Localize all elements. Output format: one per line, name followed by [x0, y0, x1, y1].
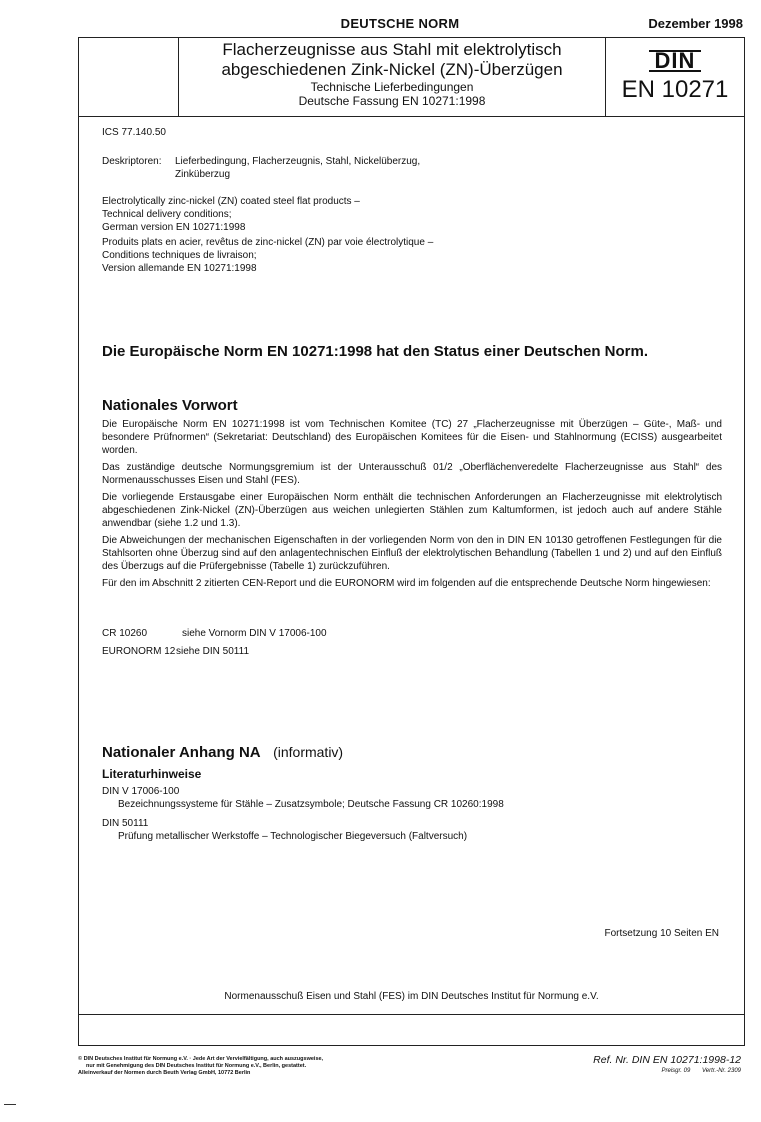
french-title-line-1: Produits plats en acier, revêtus de zinc-nickel (ZN) par voie électrolytique – [102, 237, 434, 248]
standard-number: EN 10271 [621, 76, 729, 103]
reference-number-block [593, 1054, 741, 1074]
reference-code: EURONORM 12 [102, 646, 176, 657]
committee-line: Normenausschuß Eisen und Stahl (FES) im DIN Deutsches Institut für Normung e.V. [224, 991, 599, 1002]
ics-code: ICS 77.140.50 [102, 127, 166, 138]
literature-heading: Literaturhinweise [102, 767, 202, 781]
english-title-line-1: Electrolytically zinc-nickel (ZN) coated steel flat products – [102, 196, 360, 207]
reference-list [102, 627, 327, 658]
reference-text: siehe DIN 50111 [176, 646, 250, 657]
annex-heading: Nationaler Anhang NA [102, 744, 261, 761]
foreword-paragraph-5: Für den im Abschnitt 2 zitierten CEN-Report und die EURONORM wird im folgenden auf die entsprechende Deutsche Norm hingewiesen: [102, 578, 711, 589]
annex-heading-row [102, 744, 343, 762]
french-title-line-2: Conditions techniques de livraison; [102, 250, 257, 261]
reference-item [102, 627, 327, 645]
publication-date: Dezember 1998 [648, 16, 743, 31]
foreword-paragraph-1: Die Europäische Norm EN 10271:1998 ist vom Technischen Komitee (TC) 27 „Flacherzeugnisse mit Überzügen – Güte-, Maß- und besondere Prüfnormen“ (Sekretariat: Deutschland) des Europäischen Komitees für die Eisen- und Stahlnormung (ECISS) ausgearbeitet worden. [102, 419, 722, 456]
descriptors-line-1: Lieferbedingung, Flacherzeugnis, Stahl, Nickelüberzug, [175, 156, 421, 167]
french-title [102, 236, 433, 275]
foreword-paragraph-3: Die vorliegende Erstausgabe einer Europäischen Norm enthält die technischen Anforderungen an Flacherzeugnisse mit elektrolytisch abgeschiedenen Zink-Nickel (ZN)-Überzügen aus weichen unlegierten Stählen zum Kaltumformen, ist jedoch auch auf andere Stähle anwendbar (siehe 1.2 und 1.3). [102, 492, 722, 529]
price-group: Preisgr. 09 [661, 1068, 691, 1074]
foreword-paragraph-4: Die Abweichungen der mechanischen Eigenschaften in der vorliegenden Norm von den in DIN EN 10130 getroffenen Festlegungen für die Stahlsorten ohne Überzug sind auf den anlagentechnischen Einfluß der elektrolytischen Behandlung (Tabellen 1 und 2) und auf den Einfluß des Überzugs auf die Prüfergebnisse (Tabelle 1) zurückzuführen. [102, 535, 722, 572]
foreword-paragraph-2: Das zuständige deutsche Normungsgremium ist der Unterausschuß 01/2 „Oberflächenveredelte Flacherzeugnisse aus Stahl“ des Normenausschusses Eisen und Stahl (FES). [102, 462, 722, 486]
document-title [182, 40, 602, 108]
reference-item [102, 645, 327, 658]
literature-title: Bezeichnungssysteme für Stähle – Zusatzsymbole; Deutsche Fassung CR 10260:1998 [118, 799, 504, 810]
bottom-rule [78, 1014, 745, 1015]
cut-mark [4, 1104, 16, 1105]
french-title-line-3: Version allemande EN 10271:1998 [102, 263, 257, 274]
literature-list [102, 785, 504, 843]
copyright-line-1: © DIN Deutsches Institut für Normung e.V. · Jede Art der Vervielfältigung, auch auszugsweise, [78, 1056, 324, 1062]
title-line-1: Flacherzeugnisse aus Stahl mit elektrolytisch [222, 40, 562, 59]
distribution-number: Vertr.-Nr. 2309 [701, 1068, 741, 1074]
annex-note: (informativ) [273, 744, 344, 760]
title-line-2: abgeschiedenen Zink-Nickel (ZN)-Überzügen [221, 60, 563, 79]
english-title-line-3: German version EN 10271:1998 [102, 222, 246, 233]
continuation-note: Fortsetzung 10 Seiten EN [604, 928, 719, 939]
copyright-line-3: Alleinverkauf der Normen durch Beuth Verlag GmbH, 10772 Berlin [78, 1070, 251, 1076]
copyright-line-2: nur mit Genehmigung des DIN Deutsches Institut für Normung e.V., Berlin, gestattet. [86, 1063, 307, 1069]
descriptors-label: Deskriptoren: [102, 156, 162, 167]
din-logo [625, 48, 725, 74]
english-title-line-2: Technical delivery conditions; [102, 209, 232, 220]
reference-text: siehe Vornorm DIN V 17006-100 [182, 628, 327, 639]
version: Deutsche Fassung EN 10271:1998 [298, 94, 486, 108]
status-statement: Die Europäische Norm EN 10271:1998 hat den Status einer Deutschen Norm. [102, 343, 649, 360]
subtitle: Technische Lieferbedingungen [310, 80, 474, 94]
literature-code: DIN V 17006-100 [102, 786, 180, 797]
reference-number: Ref. Nr. DIN EN 10271:1998-12 [593, 1054, 741, 1066]
reference-code: CR 10260 [102, 628, 148, 639]
din-logo-text: DIN [649, 50, 702, 72]
standard-type: DEUTSCHE NORM [340, 16, 460, 31]
foreword-heading: Nationales Vorwort [102, 397, 238, 414]
descriptors-line-2: Zinküberzug [175, 169, 231, 180]
english-title [102, 195, 360, 234]
foreword-body [102, 418, 722, 594]
title-divider-right [605, 37, 606, 117]
copyright-notice [78, 1056, 323, 1077]
literature-code: DIN 50111 [102, 818, 149, 829]
title-divider-left [178, 37, 179, 117]
literature-title: Prüfung metallischer Werkstoffe – Technologischer Biegeversuch (Faltversuch) [118, 831, 468, 842]
descriptors [175, 155, 420, 181]
